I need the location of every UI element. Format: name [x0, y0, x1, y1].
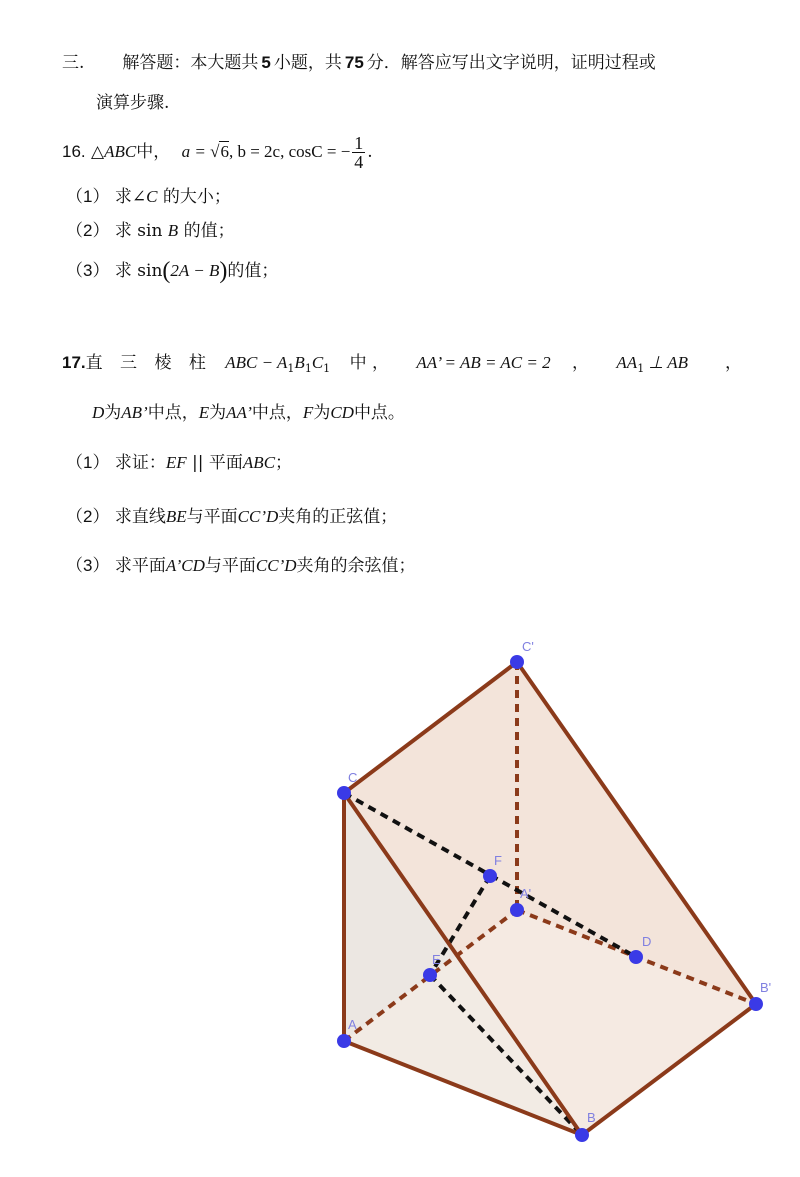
- label-E: E: [432, 952, 441, 967]
- q16-part-3: （3） 求 sin(2A − B)的值；: [66, 258, 279, 284]
- point-A-prime: [510, 903, 524, 917]
- q17-part-2: （2） 求直线BE与平面CC’D夹角的正弦值；: [66, 507, 398, 527]
- point-D: [629, 950, 643, 964]
- q17-number: 17.: [62, 353, 86, 372]
- label-B-prime: B': [760, 980, 772, 995]
- point-A: [337, 1034, 351, 1048]
- label-B: B: [587, 1110, 596, 1125]
- q17-stem: 17.直 三 棱 柱 ABC − $A_1B_1C_1$ 中 ， AA’ = AB = AC = 2 ， $AA_1$ ⊥ AB ，: [62, 353, 742, 375]
- point-F: [483, 869, 497, 883]
- q17-part-1: （1） 求证：EF || 平面ABC；: [66, 453, 293, 473]
- point-C-prime: [510, 655, 524, 669]
- fraction: $\frac{1}{4}$: [354, 133, 364, 172]
- q16-number: 16.: [62, 142, 86, 161]
- q16-part-1: （1） 求∠C 的大小；: [66, 187, 231, 207]
- label-C-prime: C': [522, 639, 534, 654]
- section-header: 三. 解答题：本大题共 5 小题，共 75 分．解答应写出文字说明，证明过程或: [62, 53, 656, 73]
- q16-part-2: （2） 求 sin B 的值；: [66, 221, 235, 241]
- section-header-line2: 演算步骤.: [96, 93, 170, 113]
- label-A: A: [348, 1017, 357, 1032]
- label-F: F: [494, 853, 502, 868]
- question-count: 5: [261, 53, 271, 72]
- label-D: D: [642, 934, 652, 949]
- point-E: [423, 968, 437, 982]
- point-B-prime: [749, 997, 763, 1011]
- point-C: [337, 786, 351, 800]
- label-A-prime: A': [520, 886, 532, 901]
- q16-stem: 16. △ABC中， a = √6, b = 2c, cosC = − $\frac{1}{4}$ .: [62, 133, 373, 172]
- label-C: C: [348, 770, 358, 785]
- q17-part-3: （3） 求平面A’CD与平面CC’D夹角的余弦值；: [66, 556, 416, 576]
- total-points: 75: [344, 53, 364, 72]
- q17-stem-line2: D为AB’中点，E为AA’中点，F为CD中点。: [92, 403, 405, 423]
- section-number: 三.: [62, 53, 85, 73]
- point-B: [575, 1128, 589, 1142]
